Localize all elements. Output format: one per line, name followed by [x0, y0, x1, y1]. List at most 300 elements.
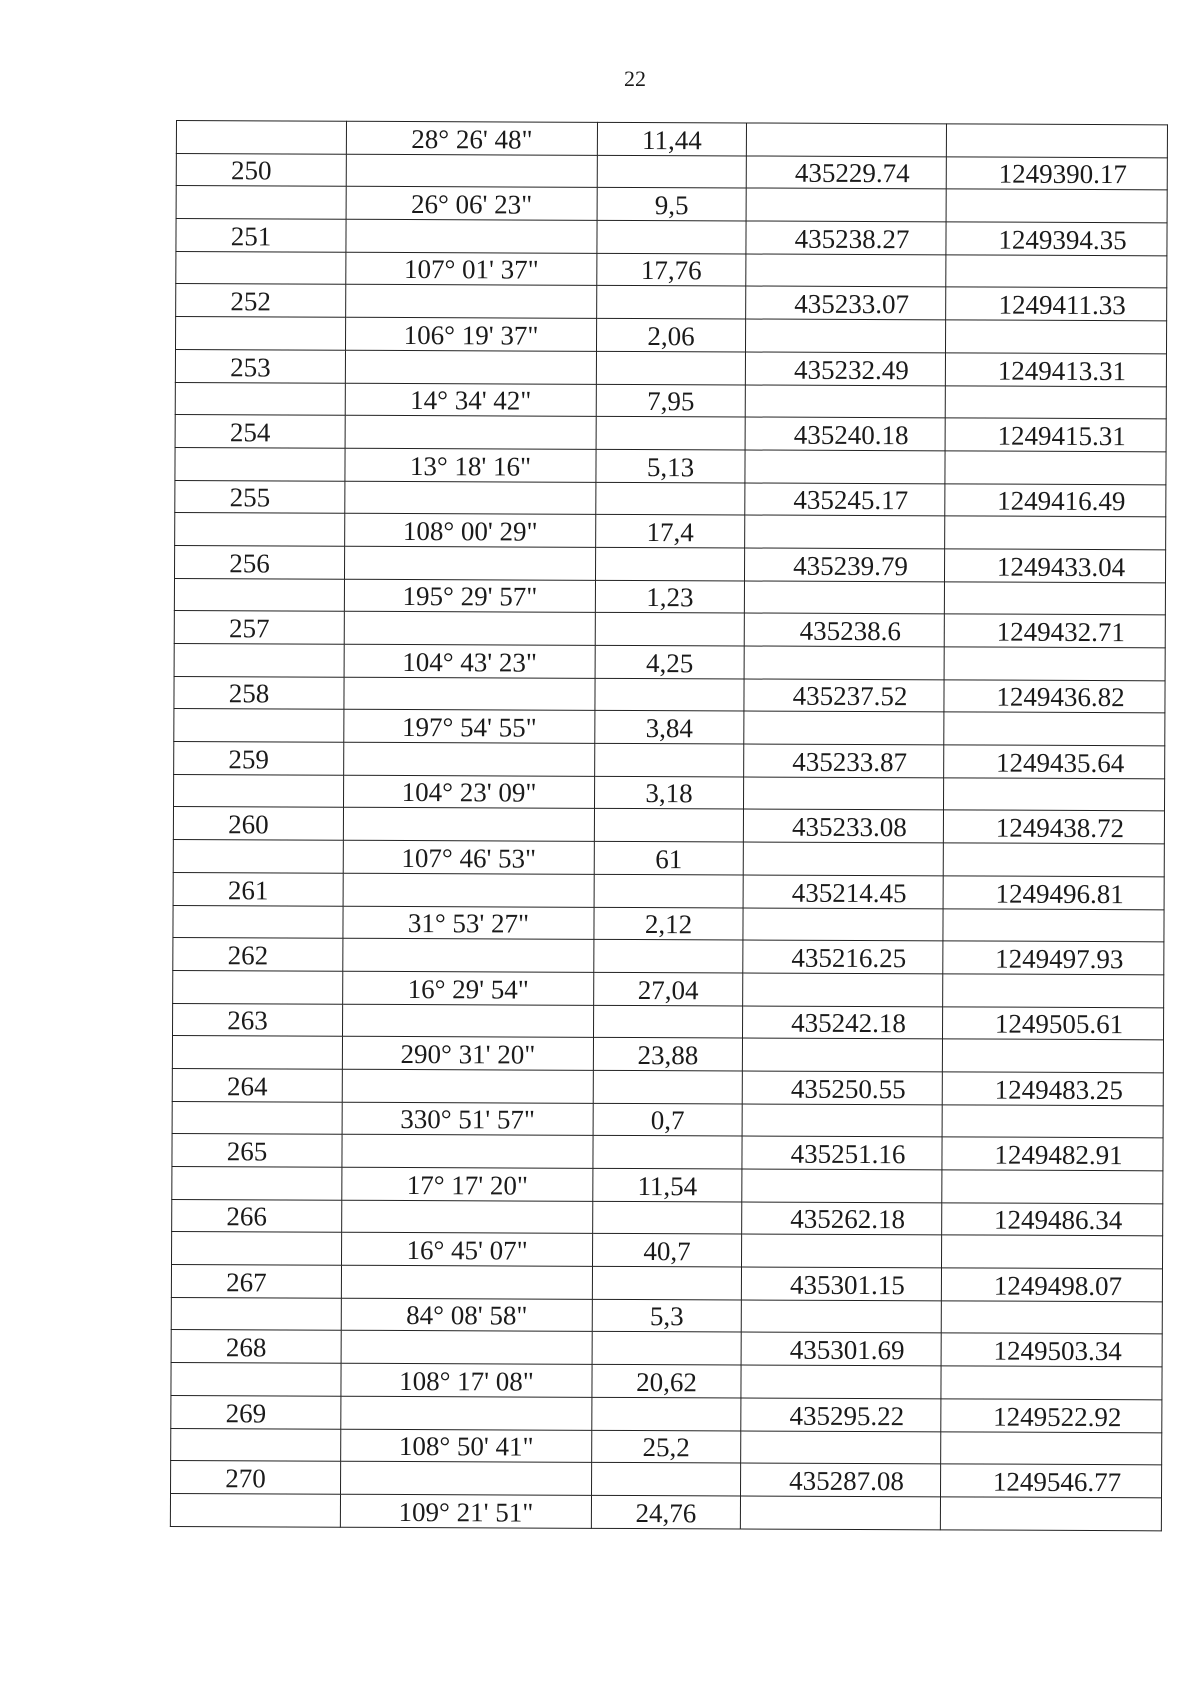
x-coordinate-cell	[744, 613, 944, 647]
y-coordinate-cell	[944, 680, 1165, 714]
direction-angle-text: 16° 29' 54"	[407, 973, 529, 1005]
x-coordinate-text: 435301.15	[789, 1269, 905, 1300]
distance-text: 23,88	[637, 1039, 699, 1071]
point-number-cell	[171, 1265, 341, 1298]
direction-angle-cell	[345, 448, 596, 482]
y-coordinate-cell	[941, 1235, 1162, 1269]
direction-angle-cell	[344, 579, 595, 613]
distance-text: 3,84	[645, 713, 694, 744]
point-number-cell	[175, 513, 345, 546]
point-number-text: 250	[230, 155, 272, 186]
direction-angle-cell	[346, 252, 597, 286]
y-coordinate-text: 1249436.82	[996, 681, 1125, 713]
point-number-cell	[173, 970, 343, 1003]
direction-angle-text: 31° 53' 27"	[407, 908, 530, 939]
point-number-cell	[176, 219, 346, 252]
point-number-text: 258	[228, 678, 270, 709]
x-coordinate-cell	[743, 842, 943, 876]
point-number-cell	[174, 676, 344, 709]
distance-cell	[594, 809, 743, 842]
point-number-cell	[172, 1199, 342, 1232]
point-number-cell	[175, 545, 345, 578]
direction-angle-text: 290° 31' 20"	[400, 1038, 536, 1070]
point-row	[175, 545, 1166, 582]
y-coordinate-text: 1249432.71	[996, 616, 1125, 648]
x-coordinate-cell	[742, 1136, 942, 1170]
direction-angle-cell	[341, 1298, 592, 1332]
direction-angle-cell	[341, 1363, 592, 1397]
point-number-cell	[176, 121, 346, 154]
direction-angle-text: 104° 23' 09"	[401, 777, 537, 809]
y-coordinate-text: 1249483.25	[994, 1074, 1123, 1105]
distance-cell	[594, 972, 743, 1005]
distance-cell	[593, 1038, 742, 1071]
distance-cell	[595, 711, 744, 744]
segment-row	[176, 251, 1167, 288]
segment-row	[176, 186, 1167, 223]
point-number-text: 260	[228, 809, 269, 840]
x-coordinate-cell	[741, 1267, 941, 1301]
point-number-text: 261	[227, 874, 269, 905]
direction-angle-cell	[343, 1004, 594, 1038]
x-coordinate-cell	[744, 548, 944, 582]
x-coordinate-cell	[742, 1038, 942, 1072]
y-coordinate-cell	[944, 647, 1165, 681]
segment-row	[171, 1428, 1162, 1465]
point-number-text: 257	[228, 613, 270, 644]
x-coordinate-cell	[746, 123, 946, 157]
point-row	[173, 872, 1164, 909]
point-number-cell	[176, 153, 346, 186]
direction-angle-text: 13° 18' 16"	[409, 450, 532, 482]
y-coordinate-cell	[942, 1203, 1163, 1237]
point-number-cell	[171, 1297, 341, 1330]
distance-cell	[592, 1463, 741, 1496]
distance-cell	[597, 122, 746, 155]
direction-angle-cell	[344, 710, 595, 744]
direction-angle-cell	[346, 219, 597, 253]
x-coordinate-cell	[745, 483, 945, 517]
y-coordinate-cell	[946, 189, 1167, 223]
x-coordinate-cell	[742, 1104, 942, 1138]
distance-text: 17,76	[640, 255, 702, 286]
point-number-text: 259	[228, 743, 270, 775]
direction-angle-cell	[344, 644, 595, 678]
y-coordinate-cell	[943, 810, 1164, 844]
segment-row	[175, 317, 1166, 354]
x-coordinate-cell	[743, 875, 943, 909]
direction-angle-cell	[345, 317, 596, 351]
y-coordinate-text: 1249390.17	[998, 158, 1127, 190]
point-number-text: 269	[225, 1397, 267, 1428]
point-number-text: 252	[230, 286, 272, 317]
point-number-cell	[174, 643, 344, 676]
x-coordinate-cell	[743, 907, 943, 941]
x-coordinate-text: 435301.69	[789, 1334, 905, 1366]
direction-angle-cell	[342, 1102, 593, 1136]
point-number-cell	[175, 447, 345, 480]
direction-angle-cell	[346, 121, 597, 155]
point-number-text: 256	[229, 547, 270, 579]
distance-cell	[597, 253, 746, 286]
y-coordinate-cell	[945, 353, 1166, 387]
x-coordinate-cell	[742, 1234, 942, 1268]
segment-row	[173, 970, 1164, 1007]
y-coordinate-cell	[945, 483, 1166, 517]
x-coordinate-cell	[741, 1430, 941, 1464]
direction-angle-cell	[346, 285, 597, 319]
point-number-cell	[172, 1036, 342, 1069]
point-number-cell	[171, 1428, 341, 1461]
distance-cell	[592, 1266, 741, 1299]
point-row	[176, 153, 1167, 190]
distance-text: 27,04	[637, 974, 699, 1005]
distance-cell	[594, 907, 743, 940]
point-row	[173, 1003, 1164, 1040]
y-coordinate-cell	[946, 255, 1167, 289]
page-number: 22	[624, 66, 646, 91]
distance-text: 17,4	[646, 516, 694, 548]
x-coordinate-text: 435233.08	[791, 811, 907, 843]
distance-cell	[592, 1430, 741, 1463]
distance-cell	[594, 841, 743, 874]
distance-cell	[595, 547, 744, 580]
distance-cell	[597, 188, 746, 221]
x-coordinate-cell	[746, 221, 946, 255]
direction-angle-text: 197° 54' 55"	[401, 712, 537, 743]
point-number-cell	[174, 578, 344, 611]
x-coordinate-text: 435214.45	[791, 877, 907, 908]
y-coordinate-text: 1249433.04	[996, 551, 1126, 582]
point-row	[174, 611, 1165, 648]
direction-angle-cell	[343, 971, 594, 1005]
point-number-text: 253	[230, 351, 271, 382]
point-number-text: 270	[225, 1463, 266, 1494]
segment-row	[172, 1232, 1163, 1269]
segment-row	[171, 1297, 1162, 1334]
segment-row	[171, 1363, 1162, 1400]
y-coordinate-cell	[941, 1301, 1162, 1335]
y-coordinate-text: 1249546.77	[992, 1466, 1122, 1498]
distance-text: 24,76	[635, 1497, 697, 1528]
segment-row	[172, 1036, 1163, 1073]
distance-text: 5,13	[646, 451, 695, 482]
distance-cell	[593, 1136, 742, 1169]
segment-row	[173, 840, 1164, 877]
point-number-cell	[174, 742, 344, 775]
direction-angle-cell	[344, 742, 595, 776]
x-coordinate-text: 435237.52	[792, 681, 908, 712]
direction-angle-cell	[344, 677, 595, 711]
segment-row	[170, 1493, 1161, 1530]
x-coordinate-cell	[744, 581, 944, 615]
distance-cell	[594, 1005, 743, 1038]
distance-text: 1,23	[646, 582, 694, 613]
point-number-cell	[174, 611, 344, 644]
y-coordinate-text: 1249435.64	[996, 747, 1125, 778]
point-row	[172, 1134, 1163, 1171]
direction-angle-text: 109° 21' 51"	[398, 1496, 534, 1528]
direction-angle-cell	[341, 1461, 592, 1495]
direction-angle-text: 195° 29' 57"	[402, 581, 538, 612]
direction-angle-text: 330° 51' 57"	[400, 1104, 536, 1135]
direction-angle-cell	[342, 1135, 593, 1169]
point-number-text: 255	[229, 482, 271, 513]
y-coordinate-cell	[944, 549, 1165, 583]
segment-row	[175, 513, 1166, 550]
y-coordinate-cell	[942, 1072, 1163, 1106]
y-coordinate-cell	[941, 1268, 1162, 1302]
y-coordinate-cell	[945, 451, 1166, 485]
y-coordinate-cell	[941, 1333, 1162, 1367]
point-number-text: 267	[226, 1266, 267, 1298]
y-coordinate-text: 1249496.81	[995, 878, 1124, 909]
distance-cell	[595, 613, 744, 646]
direction-angle-cell	[341, 1396, 592, 1430]
y-coordinate-text: 1249498.07	[993, 1270, 1123, 1301]
y-coordinate-cell	[943, 778, 1164, 812]
point-row	[172, 1068, 1163, 1105]
x-coordinate-cell	[741, 1463, 941, 1497]
point-number-text: 251	[230, 220, 272, 252]
distance-text: 9,5	[654, 190, 689, 221]
y-coordinate-cell	[946, 124, 1167, 158]
direction-angle-text: 104° 43' 23"	[402, 646, 538, 678]
x-coordinate-text: 435245.17	[793, 484, 909, 516]
point-number-cell	[172, 1068, 342, 1101]
segment-row	[174, 709, 1165, 746]
y-coordinate-cell	[946, 287, 1167, 321]
direction-angle-cell	[341, 1331, 592, 1365]
y-coordinate-text: 1249497.93	[995, 943, 1124, 975]
x-coordinate-text: 435242.18	[791, 1007, 907, 1039]
point-number-cell	[176, 284, 346, 317]
x-coordinate-cell	[746, 254, 946, 288]
coordinates-table	[170, 120, 1168, 1531]
segment-row	[175, 382, 1166, 419]
y-coordinate-cell	[942, 1170, 1163, 1204]
segment-row	[172, 1166, 1163, 1203]
x-coordinate-cell	[744, 711, 944, 745]
direction-angle-text: 108° 00' 29"	[402, 515, 538, 547]
distance-cell	[596, 449, 745, 482]
distance-cell	[592, 1332, 741, 1365]
x-coordinate-text: 435229.74	[794, 158, 910, 189]
point-row	[171, 1330, 1162, 1367]
x-coordinate-cell	[746, 156, 946, 190]
distance-cell	[593, 1234, 742, 1267]
segment-row	[173, 905, 1164, 942]
x-coordinate-text: 435216.25	[791, 942, 907, 974]
segment-row	[175, 447, 1166, 484]
point-row	[176, 219, 1167, 256]
point-number-text: 262	[227, 940, 269, 971]
distance-text: 2,12	[644, 909, 693, 940]
coordinates-table-body	[170, 121, 1167, 1531]
x-coordinate-cell	[746, 286, 946, 320]
point-number-cell	[175, 317, 345, 350]
direction-angle-cell	[343, 938, 594, 972]
y-coordinate-cell	[942, 1006, 1163, 1040]
x-coordinate-cell	[744, 679, 944, 713]
y-coordinate-text: 1249505.61	[994, 1008, 1124, 1040]
distance-cell	[591, 1495, 740, 1528]
point-row	[173, 807, 1164, 844]
direction-angle-cell	[341, 1265, 592, 1299]
direction-angle-cell	[343, 840, 594, 874]
direction-angle-text: 26° 06' 23"	[410, 189, 533, 220]
point-number-cell	[172, 1134, 342, 1167]
point-number-cell	[171, 1330, 341, 1363]
y-coordinate-cell	[943, 974, 1164, 1008]
distance-cell	[595, 645, 744, 678]
distance-cell	[592, 1299, 741, 1332]
y-coordinate-text: 1249411.33	[998, 289, 1126, 321]
direction-angle-cell	[341, 1429, 592, 1463]
y-coordinate-cell	[941, 1464, 1162, 1498]
point-row	[171, 1395, 1162, 1432]
y-coordinate-text: 1249438.72	[995, 812, 1125, 844]
point-number-text: 268	[225, 1332, 267, 1363]
distance-text: 3,18	[645, 778, 693, 809]
point-number-cell	[174, 774, 344, 807]
direction-angle-cell	[345, 383, 596, 417]
point-number-cell	[173, 905, 343, 938]
x-coordinate-text: 435287.08	[789, 1465, 905, 1497]
y-coordinate-cell	[943, 876, 1164, 910]
direction-angle-cell	[340, 1494, 591, 1528]
distance-text: 11,54	[637, 1170, 698, 1201]
x-coordinate-text: 435238.6	[799, 615, 901, 647]
distance-cell	[595, 678, 744, 711]
point-row	[175, 415, 1166, 452]
y-coordinate-text: 1249394.35	[998, 224, 1127, 255]
point-number-cell	[172, 1232, 342, 1265]
distance-cell	[595, 580, 744, 613]
y-coordinate-cell	[942, 1039, 1163, 1073]
y-coordinate-cell	[945, 385, 1166, 419]
point-number-cell	[173, 938, 343, 971]
distance-cell	[592, 1364, 741, 1397]
y-coordinate-cell	[941, 1399, 1162, 1433]
x-coordinate-cell	[743, 777, 943, 811]
point-row	[172, 1199, 1163, 1236]
direction-angle-cell	[342, 1200, 593, 1234]
segment-row	[174, 578, 1165, 615]
y-coordinate-cell	[946, 222, 1167, 256]
x-coordinate-cell	[744, 646, 944, 680]
x-coordinate-text: 435239.79	[793, 550, 909, 581]
x-coordinate-cell	[743, 809, 943, 843]
direction-angle-text: 108° 17' 08"	[399, 1365, 534, 1397]
segment-row	[176, 121, 1167, 158]
y-coordinate-cell	[946, 157, 1167, 191]
distance-text: 0,7	[650, 1105, 685, 1136]
direction-angle-cell	[344, 546, 595, 580]
point-row	[174, 676, 1165, 713]
distance-cell	[597, 220, 746, 253]
point-row	[173, 938, 1164, 975]
direction-angle-text: 28° 26' 48"	[411, 123, 533, 155]
x-coordinate-text: 435240.18	[793, 419, 909, 451]
y-coordinate-cell	[941, 1366, 1162, 1400]
y-coordinate-cell	[945, 320, 1166, 354]
x-coordinate-text: 435251.16	[790, 1138, 906, 1170]
point-number-text: 265	[226, 1136, 268, 1167]
x-coordinate-cell	[745, 319, 945, 353]
distance-cell	[595, 743, 744, 776]
direction-angle-cell	[346, 187, 597, 221]
point-row	[175, 480, 1166, 517]
y-coordinate-cell	[941, 1431, 1162, 1465]
direction-angle-cell	[345, 350, 596, 384]
x-coordinate-cell	[742, 1006, 942, 1040]
x-coordinate-cell	[741, 1365, 941, 1399]
direction-angle-cell	[342, 1167, 593, 1201]
x-coordinate-cell	[742, 1071, 942, 1105]
direction-angle-text: 14° 34' 42"	[410, 385, 532, 416]
x-coordinate-cell	[743, 973, 943, 1007]
point-number-cell	[173, 807, 343, 840]
point-number-cell	[171, 1461, 341, 1494]
direction-angle-text: 106° 19' 37"	[403, 319, 539, 351]
point-number-cell	[174, 709, 344, 742]
distance-cell	[594, 776, 743, 809]
point-number-cell	[171, 1395, 341, 1428]
point-number-cell	[173, 1003, 343, 1036]
distance-text: 40,7	[643, 1236, 691, 1267]
y-coordinate-text: 1249416.49	[997, 485, 1126, 517]
direction-angle-text: 107° 46' 53"	[401, 842, 537, 874]
x-coordinate-text: 435262.18	[790, 1204, 906, 1235]
y-coordinate-text: 1249415.31	[997, 420, 1126, 452]
y-coordinate-cell	[945, 418, 1166, 452]
direction-angle-cell	[346, 154, 597, 188]
x-coordinate-cell	[745, 384, 945, 418]
point-number-cell	[175, 349, 345, 382]
point-number-text: 254	[229, 417, 271, 448]
y-coordinate-cell	[944, 581, 1165, 615]
x-coordinate-text: 435232.49	[793, 354, 909, 385]
direction-angle-cell	[344, 775, 595, 809]
x-coordinate-cell	[741, 1398, 941, 1432]
point-number-text: 266	[226, 1201, 268, 1232]
x-coordinate-cell	[745, 352, 945, 386]
point-row	[176, 284, 1167, 321]
segment-row	[172, 1101, 1163, 1138]
direction-angle-cell	[345, 415, 596, 449]
direction-angle-text: 16° 45' 07"	[406, 1235, 528, 1266]
distance-cell	[596, 515, 745, 548]
point-number-cell	[173, 872, 343, 905]
distance-text: 2,06	[647, 320, 695, 352]
y-coordinate-text: 1249413.31	[997, 355, 1127, 386]
distance-cell	[594, 874, 743, 907]
y-coordinate-text: 1249482.91	[994, 1139, 1123, 1171]
point-row	[171, 1265, 1162, 1302]
distance-cell	[596, 417, 745, 450]
x-coordinate-text: 435233.07	[794, 288, 910, 320]
distance-cell	[596, 384, 745, 417]
point-number-text: 264	[226, 1070, 268, 1102]
direction-angle-cell	[343, 873, 594, 907]
distance-cell	[593, 1070, 742, 1103]
point-number-cell	[175, 415, 345, 448]
distance-cell	[596, 318, 745, 351]
x-coordinate-cell	[744, 744, 944, 778]
x-coordinate-text: 435250.55	[790, 1073, 906, 1104]
x-coordinate-text: 435295.22	[789, 1400, 905, 1431]
